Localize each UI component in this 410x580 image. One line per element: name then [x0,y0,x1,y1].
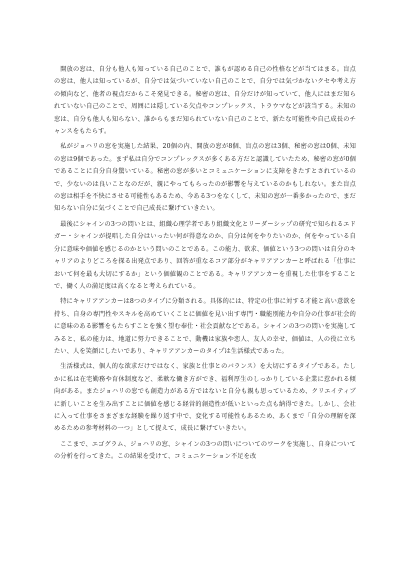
paragraph-johari-results: 私がジョハリの窓を実施した結果、20個の内、開放の窓が8個、盲点の窓は3個、秘密の窓は0個、未知の窓は9個であった。まず私は自分でコンプレックスが多くある方だと認識していたため、秘密の窓が0個であることに自分自身驚いている。秘密の窓が多いとコミュニケーションに支障をきたすとされているので、少ないのは良いことなのだが、親にやってもらったのが影響を与えているのかもしれない。また盲点の窓は相手を不快にさせる可能性もあるため、今ある3つをなくして、未知の窓が一番多かったので、まだ知らない自分に気づくことで自己成長に繋げていきたい。 [54,143,356,213]
paragraph-summary: ここまで、エゴグラム、ジョハリの窓、シャインの3つの問いについてのワークを実施し、自身についての分析を行ってきた。この結果を受けて、コミュニケーション不足を改 [54,440,356,461]
paragraph-career-anchor-types: 特にキャリアアンカーは8つのタイプに分類される。具体的には、特定の仕事に対する才能と高い意欲を持ち、自身の専門性やスキルを高めていくことに価値を見い出す専門・職能別能力や自分の仕事が社会的に意味のある影響をもたらすことを強く望む奉仕・社会貢献などである。シャインの3つの問いを実施してみると、私の能力は、地道に努力できることで、動機は家族や恋人、友人の幸せ、価値は、人の役に立ちたい、人を笑顔にしたいであり、キャリアアンカーのタイプは生活様式であった。 [54,298,356,355]
paragraph-schein-three-questions: 最後にシャインの3つの問いとは、組織心理学者であり組織文化とリーダーシップの研究で知られるエドガー・シャインが提唱した自分はいったい何が得意なのか、自分は何をやりたいのか、何をやっている自分に意味や価値を感じるのかという問いのことである。この能力、欲求、価値という3つの問いは自分のキャリアのよりどころを探る出発点であり、回答が重なるコア部分がキャリアアンカーと呼ばれる「仕事において何を最も大切にするか」という価値観のことである。キャリアアンカーを重視した仕事をすることで、働く人の満足度は高くなると考えられている。 [54,220,356,290]
paragraph-johari-windows-definition: 開放の窓は、自分も他人も知っている自己のことで、誰もが認める自己の性格などが当てはまる。盲点の窓は、他人は知っているが、自分では気づいていない自己のことで、自分では気づかないクセや考え方の傾向など、他者の視点だからこそ発見できる。秘密の窓は、自分だけが知っていて、他人にはまだ知られていない自己のことで、周囲には隠している欠点やコンプレックス、トラウマなどが該当する。未知の窓は、自分も他人も知らない、誰からもまだ知られていない自己のことで、新たな可能性や自己成長のチャンスをもたらす。 [54,66,356,136]
paragraph-lifestyle-anchor: 生活様式は、個人的な欲求だけではなく、家族と仕事とのバランス）を大切にするタイプである。たしかに私は在宅勤務や育休制度など、柔軟な働き方ができ、福利厚生のしっかりしている企業に惹かれる傾向がある。またジョハリの窓でも創造力がある方ではないと自分も親も思っているため、クリエイティブに新しいことを生み出すことに価値を感じる経営的創造性が低いといった点も納得できた。しかし、会社に入って仕事をさまざまな経験を繰り返す中で、変化する可能性もあるため、あくまで「自分の理解を深めるための参考材料の一つ」として捉えて、成長に繋げていきたい。 [54,363,356,433]
